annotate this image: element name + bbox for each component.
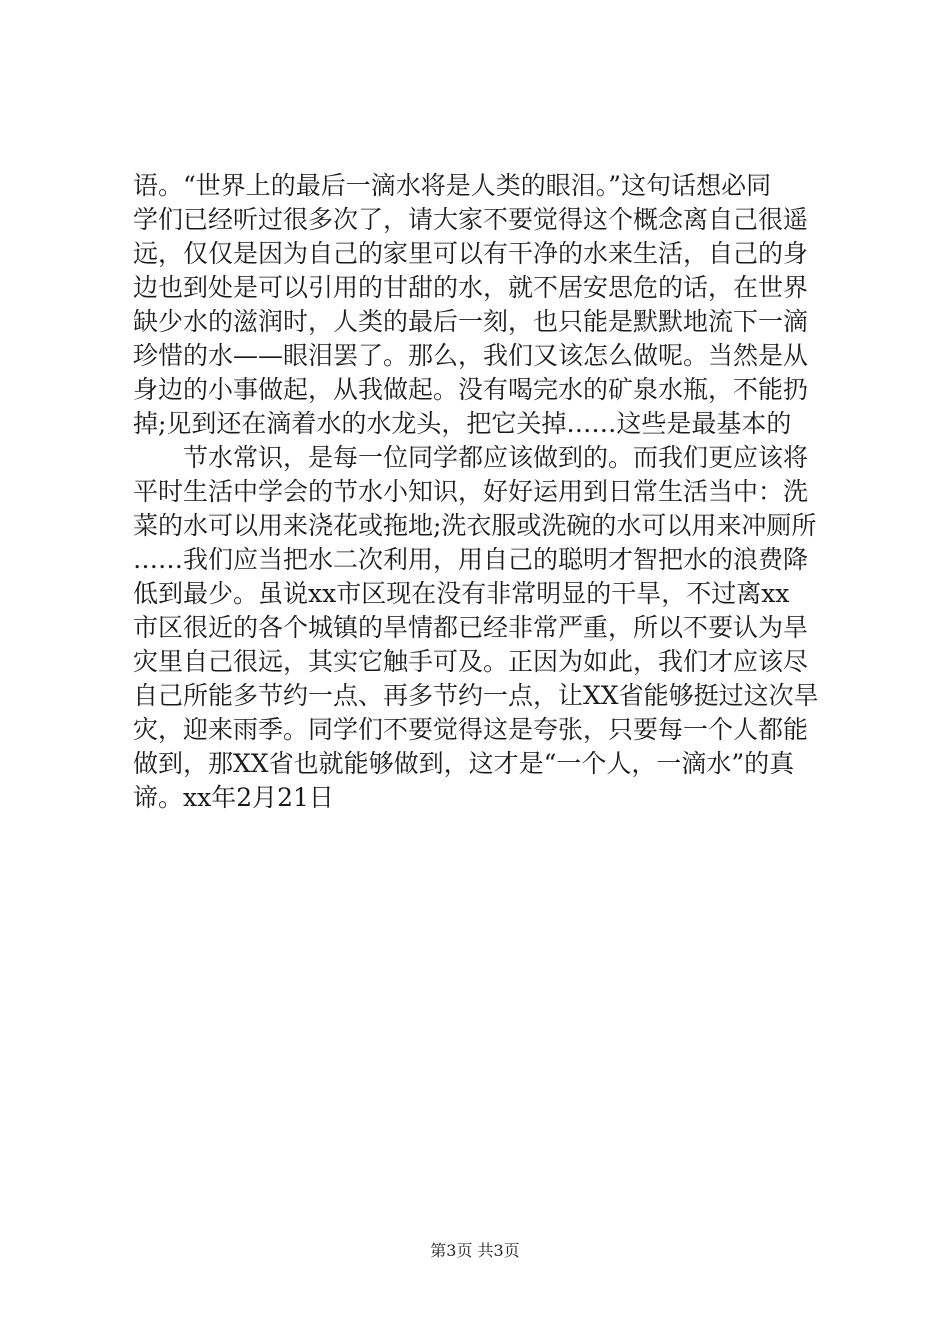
page-number-label: 第3页 共3页 <box>430 1241 520 1260</box>
text-line: 灾里自己很远，其实它触手可及。正因为如此，我们才应该尽 <box>133 647 809 676</box>
text-line: 远，仅仅是因为自己的家里可以有干净的水来生活，自己的身 <box>133 239 809 268</box>
text-line: 谛。xx年2月21日 <box>133 783 334 812</box>
body-text <box>133 169 833 815</box>
text-line: 市区很近的各个城镇的旱情都已经非常严重，所以不要认为旱 <box>133 613 809 642</box>
text-line: 缺少水的滋润时，人类的最后一刻，也只能是默默地流下一滴 <box>133 307 809 336</box>
text-line: 掉;见到还在滴着水的水龙头，把它关掉……这些是最基本的 <box>133 409 792 438</box>
text-line: 菜的水可以用来浇花或拖地;洗衣服或洗碗的水可以用来冲厕所 <box>133 511 817 540</box>
text-line: 语。“世界上的最后一滴水将是人类的眼泪。”这句话想必同 <box>133 171 772 200</box>
text-line: 平时生活中学会的节水小知识，好好运用到日常生活当中：洗 <box>133 477 809 506</box>
text-line: 自己所能多节约一点、再多节约一点，让XX省能够挺过这次旱 <box>133 681 819 710</box>
text-line: 珍惜的水——眼泪罢了。那么，我们又该怎么做呢。当然是从 <box>133 341 809 370</box>
text-line: 灾，迎来雨季。同学们不要觉得这是夸张，只要每一个人都能 <box>133 715 809 744</box>
paragraph-first-line: 节水常识，是每一位同学都应该做到的。而我们更应该将 <box>183 443 809 472</box>
text-line: ……我们应当把水二次利用，用自己的聪明才智把水的浪费降 <box>133 545 809 574</box>
text-line: 低到最少。虽说xx市区现在没有非常明显的干旱，不过离xx <box>133 579 790 608</box>
text-line: 做到，那XX省也就能够做到，这才是“一个人，一滴水”的真 <box>133 749 795 778</box>
text-line: 学们已经听过很多次了，请大家不要觉得这个概念离自己很遥 <box>133 205 809 234</box>
text-line: 身边的小事做起，从我做起。没有喝完水的矿泉水瓶，不能扔 <box>133 375 809 404</box>
text-line: 边也到处是可以引用的甘甜的水，就不居安思危的话，在世界 <box>133 273 809 302</box>
page-footer <box>0 1240 950 1262</box>
